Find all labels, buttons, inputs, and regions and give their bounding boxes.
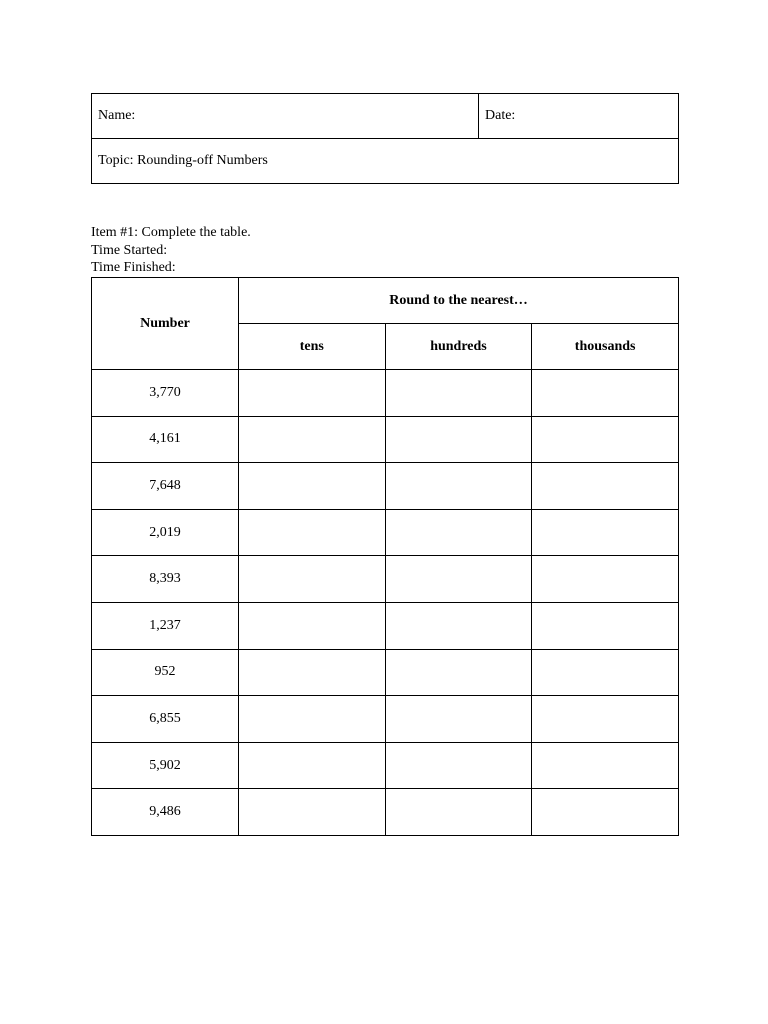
number-column-header: Number <box>92 278 239 370</box>
table-row <box>92 789 679 836</box>
rounding-table <box>91 277 679 836</box>
thousands-answer-cell[interactable] <box>532 556 679 603</box>
thousands-answer-cell[interactable] <box>532 742 679 789</box>
tens-answer-cell[interactable] <box>239 696 386 743</box>
thousands-answer-cell[interactable] <box>532 509 679 556</box>
date-label: Date: <box>485 108 516 123</box>
time-started-label: Time Started: <box>91 242 168 258</box>
thousands-column-header: thousands <box>532 324 679 370</box>
tens-answer-cell[interactable] <box>239 602 386 649</box>
thousands-answer-cell[interactable] <box>532 463 679 510</box>
thousands-answer-cell[interactable] <box>532 370 679 417</box>
table-row <box>92 742 679 789</box>
thousands-answer-cell[interactable] <box>532 416 679 463</box>
date-field[interactable] <box>479 94 679 139</box>
name-field[interactable] <box>92 94 479 139</box>
hundreds-answer-cell[interactable] <box>385 649 532 696</box>
hundreds-answer-cell[interactable] <box>385 789 532 836</box>
table-row <box>92 463 679 510</box>
topic-cell <box>92 139 679 184</box>
table-body <box>92 370 679 836</box>
number-cell: 3,770 <box>92 370 239 417</box>
table-row <box>92 696 679 743</box>
hundreds-answer-cell[interactable] <box>385 556 532 603</box>
hundreds-answer-cell[interactable] <box>385 463 532 510</box>
tens-answer-cell[interactable] <box>239 509 386 556</box>
table-row <box>92 649 679 696</box>
number-cell: 9,486 <box>92 789 239 836</box>
tens-column-header: tens <box>239 324 386 370</box>
item-instruction: Item #1: Complete the table. <box>91 225 251 240</box>
hundreds-answer-cell[interactable] <box>385 602 532 649</box>
table-row <box>92 602 679 649</box>
tens-answer-cell[interactable] <box>239 370 386 417</box>
hundreds-answer-cell[interactable] <box>385 370 532 417</box>
thousands-answer-cell[interactable] <box>532 696 679 743</box>
number-cell: 2,019 <box>92 509 239 556</box>
number-cell: 7,648 <box>92 463 239 510</box>
tens-answer-cell[interactable] <box>239 556 386 603</box>
table-row <box>92 370 679 417</box>
hundreds-answer-cell[interactable] <box>385 416 532 463</box>
table-row <box>92 509 679 556</box>
time-finished-label: Time Finished: <box>91 260 176 275</box>
thousands-answer-cell[interactable] <box>532 602 679 649</box>
hundreds-answer-cell[interactable] <box>385 696 532 743</box>
tens-answer-cell[interactable] <box>239 463 386 510</box>
tens-answer-cell[interactable] <box>239 742 386 789</box>
name-label: Name: <box>98 108 136 123</box>
number-cell: 952 <box>92 649 239 696</box>
table-row <box>92 556 679 603</box>
thousands-answer-cell[interactable] <box>532 789 679 836</box>
header-table <box>91 93 679 184</box>
tens-answer-cell[interactable] <box>239 789 386 836</box>
hundreds-answer-cell[interactable] <box>385 742 532 789</box>
topic-label: Topic: Rounding-off Numbers <box>98 153 268 168</box>
number-cell: 5,902 <box>92 742 239 789</box>
table-row <box>92 416 679 463</box>
number-cell: 4,161 <box>92 416 239 463</box>
thousands-answer-cell[interactable] <box>532 649 679 696</box>
round-to-nearest-header: Round to the nearest… <box>239 278 679 324</box>
number-cell: 1,237 <box>92 602 239 649</box>
instructions <box>91 224 251 277</box>
hundreds-column-header: hundreds <box>385 324 532 370</box>
tens-answer-cell[interactable] <box>239 416 386 463</box>
number-cell: 8,393 <box>92 556 239 603</box>
number-cell: 6,855 <box>92 696 239 743</box>
tens-answer-cell[interactable] <box>239 649 386 696</box>
hundreds-answer-cell[interactable] <box>385 509 532 556</box>
